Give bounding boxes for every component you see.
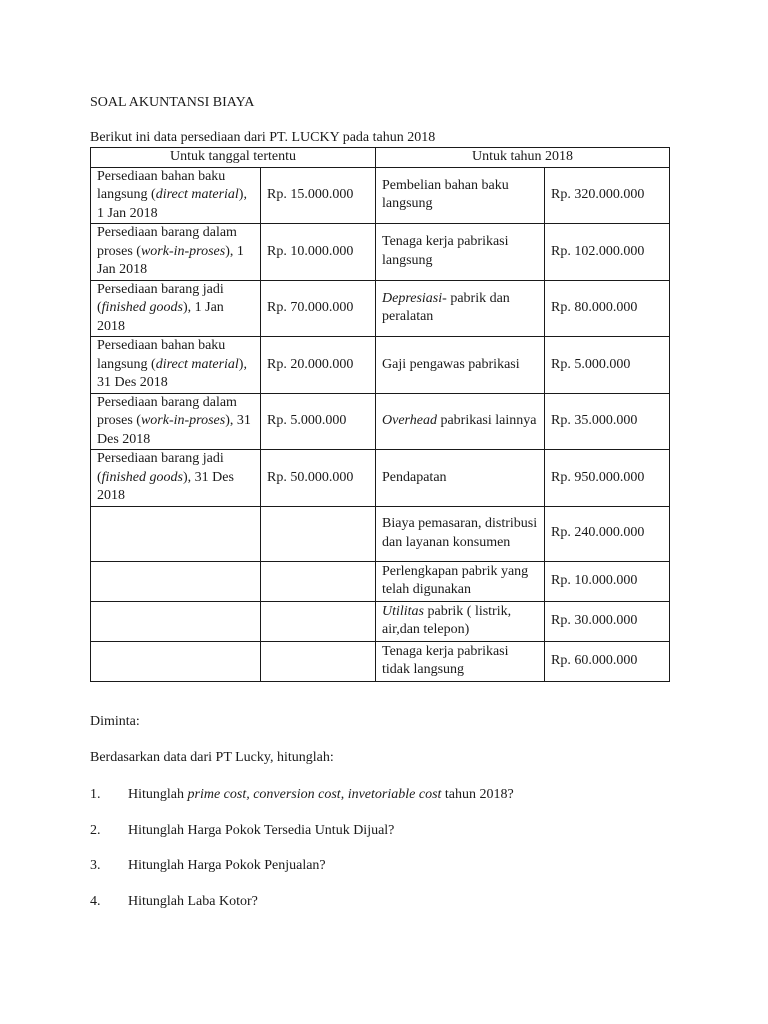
- table-row: [91, 167, 670, 224]
- inventory-value: [261, 641, 376, 681]
- inventory-item: Persediaan barang dalam proses (work-in-proses), 31 Des 2018: [91, 393, 261, 450]
- cost-value: Rp. 60.000.000: [545, 641, 670, 681]
- inventory-value: Rp. 10.000.000: [261, 224, 376, 281]
- cost-value: Rp. 320.000.000: [545, 167, 670, 224]
- inventory-item: Persediaan barang jadi (finished goods), 1 Jan 2018: [91, 280, 261, 337]
- instruction-lead: Berdasarkan data dari PT Lucky, hitunglah:: [90, 750, 334, 765]
- inventory-item: Persediaan barang dalam proses (work-in-proses), 1 Jan 2018: [91, 224, 261, 281]
- inventory-table: [90, 147, 670, 682]
- cost-value: Rp. 10.000.000: [545, 561, 670, 601]
- cost-item: Pembelian bahan baku langsung: [376, 167, 545, 224]
- inventory-value: Rp. 5.000.000: [261, 393, 376, 450]
- cost-item: Utilitas pabrik ( listrik, air,dan telepon): [376, 601, 545, 641]
- inventory-item: [91, 506, 261, 561]
- cost-item: Biaya pemasaran, distribusi dan layanan konsumen: [376, 506, 545, 561]
- inventory-value: Rp. 70.000.000: [261, 280, 376, 337]
- inventory-item: [91, 641, 261, 681]
- table-row: [91, 601, 670, 641]
- cost-item: Overhead pabrikasi lainnya: [376, 393, 545, 450]
- question-text: Hitunglah prime cost, conversion cost, invetoriable cost tahun 2018?: [128, 787, 514, 802]
- inventory-value: Rp. 15.000.000: [261, 167, 376, 224]
- inventory-value: Rp. 20.000.000: [261, 337, 376, 394]
- inventory-item: Persediaan bahan baku langsung (direct material), 31 Des 2018: [91, 337, 261, 394]
- table-row: [91, 224, 670, 281]
- question-number: 3.: [90, 858, 101, 873]
- table-row: [91, 641, 670, 681]
- cost-item: Depresiasi- pabrik dan peralatan: [376, 280, 545, 337]
- inventory-value: Rp. 50.000.000: [261, 450, 376, 507]
- cost-item: Tenaga kerja pabrikasi langsung: [376, 224, 545, 281]
- question-number: 1.: [90, 787, 101, 802]
- table-row: [91, 506, 670, 561]
- question-text: Hitunglah Harga Pokok Tersedia Untuk Dijual?: [128, 823, 395, 838]
- cost-item: Perlengkapan pabrik yang telah digunakan: [376, 561, 545, 601]
- cost-item: Gaji pengawas pabrikasi: [376, 337, 545, 394]
- header-right: Untuk tahun 2018: [376, 148, 670, 168]
- inventory-item: Persediaan barang jadi (finished goods), 31 Des 2018: [91, 450, 261, 507]
- inventory-value: [261, 561, 376, 601]
- inventory-item: [91, 561, 261, 601]
- diminta-label: Diminta:: [90, 714, 140, 729]
- cost-value: Rp. 102.000.000: [545, 224, 670, 281]
- inventory-value: [261, 601, 376, 641]
- document-title: SOAL AKUNTANSI BIAYA: [90, 95, 255, 110]
- table-row: [91, 337, 670, 394]
- question-number: 2.: [90, 823, 101, 838]
- inventory-value: [261, 506, 376, 561]
- cost-value: Rp. 80.000.000: [545, 280, 670, 337]
- question-text: Hitunglah Harga Pokok Penjualan?: [128, 858, 326, 873]
- inventory-item: Persediaan bahan baku langsung (direct material), 1 Jan 2018: [91, 167, 261, 224]
- intro-text: Berikut ini data persediaan dari PT. LUCKY pada tahun 2018: [90, 130, 436, 145]
- cost-value: Rp. 35.000.000: [545, 393, 670, 450]
- cost-value: Rp. 240.000.000: [545, 506, 670, 561]
- header-left: Untuk tanggal tertentu: [91, 148, 376, 168]
- table-row: [91, 450, 670, 507]
- cost-value: Rp. 950.000.000: [545, 450, 670, 507]
- cost-value: Rp. 5.000.000: [545, 337, 670, 394]
- question-number: 4.: [90, 894, 101, 909]
- inventory-item: [91, 601, 261, 641]
- table-row: [91, 393, 670, 450]
- question-text: Hitunglah Laba Kotor?: [128, 894, 258, 909]
- cost-value: Rp. 30.000.000: [545, 601, 670, 641]
- table-header-row: [91, 148, 670, 168]
- cost-item: Tenaga kerja pabrikasi tidak langsung: [376, 641, 545, 681]
- table-row: [91, 280, 670, 337]
- cost-item: Pendapatan: [376, 450, 545, 507]
- table-row: [91, 561, 670, 601]
